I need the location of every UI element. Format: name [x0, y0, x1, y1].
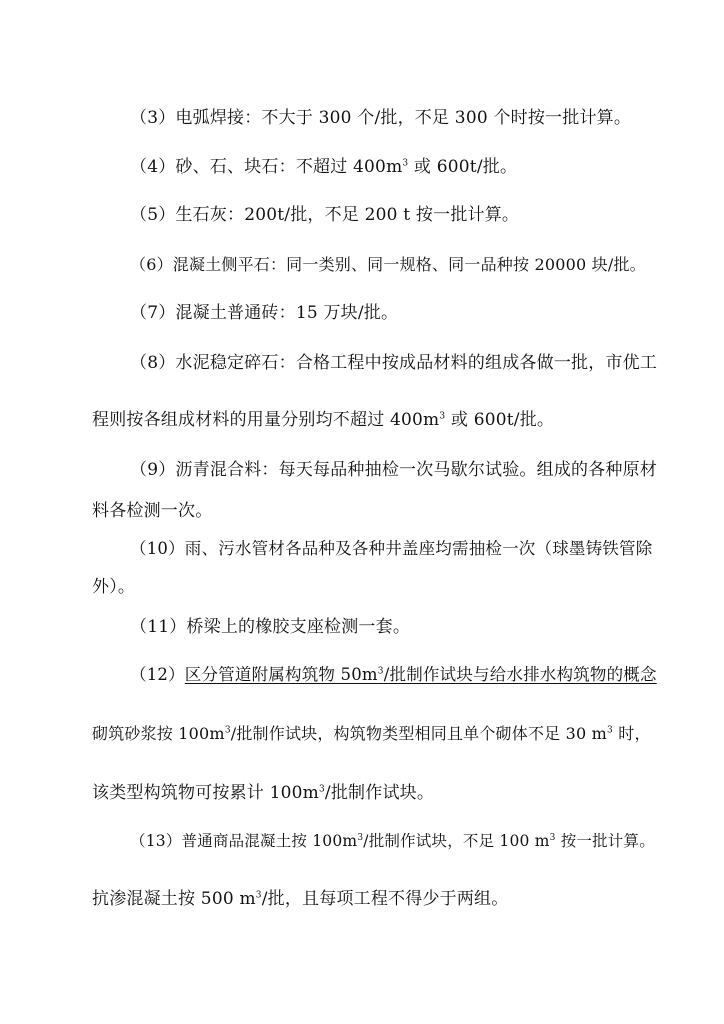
text-segment: 该类型构筑物可按累计 100m — [92, 783, 319, 803]
text-segment: /批制作试块与给水排水构筑物的概念 — [383, 665, 657, 684]
paragraph-12-line-2 — [92, 724, 651, 744]
text-segment: /批制作试块。 — [324, 783, 435, 803]
superscript: 3 — [224, 725, 231, 736]
text-segment: 抗渗混凝土按 500 m — [92, 889, 256, 909]
superscript: 3 — [357, 832, 364, 843]
paragraph-12-line-3 — [92, 783, 434, 803]
text-segment: /批制作试块，不足 100 m — [363, 832, 550, 850]
superscript: 3 — [255, 890, 262, 901]
superscript: 3 — [549, 832, 556, 843]
superscript: 3 — [377, 666, 384, 677]
superscript: 3 — [607, 725, 613, 736]
text-segment: 或 600t/批。 — [445, 410, 555, 430]
text-segment: （13）普通商品混凝土按 100m — [130, 832, 358, 850]
text-segment: 砌筑砂浆按 100m — [92, 724, 225, 743]
paragraph-3: （3）电弧焊接：不大于 300 个/批，不足 300 个时按一批计算。 — [130, 108, 632, 128]
underlined-text — [185, 665, 657, 684]
paragraph-4 — [130, 157, 517, 177]
text-segment: 或 600t/批。 — [408, 157, 518, 177]
paragraph-13-line-2 — [92, 889, 508, 909]
paragraph-8-line-1: （8）水泥稳定碎石：合格工程中按成品材料的组成各做一批，市优工 — [130, 353, 658, 373]
superscript: 3 — [439, 411, 446, 422]
paragraph-10-line-1: （10）雨、污水管材各品种及各种井盖座均需抽检一次（球墨铸铁管除 — [130, 539, 653, 558]
paragraph-9-line-1: （9）沥青混合料：每天每品种抽检一次马歇尔试验。组成的各种原材 — [130, 460, 658, 480]
text-segment: 程则按各组成材料的用量分别均不超过 400m — [92, 410, 440, 430]
paragraph-12-line-1 — [130, 665, 657, 685]
text-segment: /批制作试块，构筑物类型相同且单个砌体不足 30 m — [230, 724, 608, 743]
superscript: 3 — [318, 784, 325, 795]
paragraph-13-line-1 — [130, 831, 655, 851]
text-segment: （12） — [130, 665, 185, 684]
paragraph-11: （11）桥梁上的橡胶支座检测一套。 — [130, 617, 411, 637]
paragraph-10-line-2: 外）。 — [92, 577, 136, 597]
text-segment: 按一批计算。 — [555, 832, 655, 850]
text-segment: /批，且每项工程不得少于两组。 — [261, 889, 509, 909]
text-segment: 区分管道附属构筑物 50m — [184, 665, 378, 684]
paragraph-5: （5）生石灰：200t/批，不足 200 t 按一批计算。 — [130, 205, 520, 225]
paragraph-8-line-2 — [92, 410, 554, 430]
superscript: 3 — [402, 158, 409, 169]
paragraph-6: （6）混凝土侧平石：同一类别、同一规格、同一品种按 20000 块/批。 — [130, 255, 646, 274]
paragraph-7: （7）混凝土普通砖：15 万块/批。 — [130, 303, 399, 323]
text-segment: （4）砂、石、块石：不超过 400m — [130, 157, 403, 177]
paragraph-9-line-2: 料各检测一次。 — [92, 501, 213, 521]
text-segment: 时， — [612, 724, 651, 743]
